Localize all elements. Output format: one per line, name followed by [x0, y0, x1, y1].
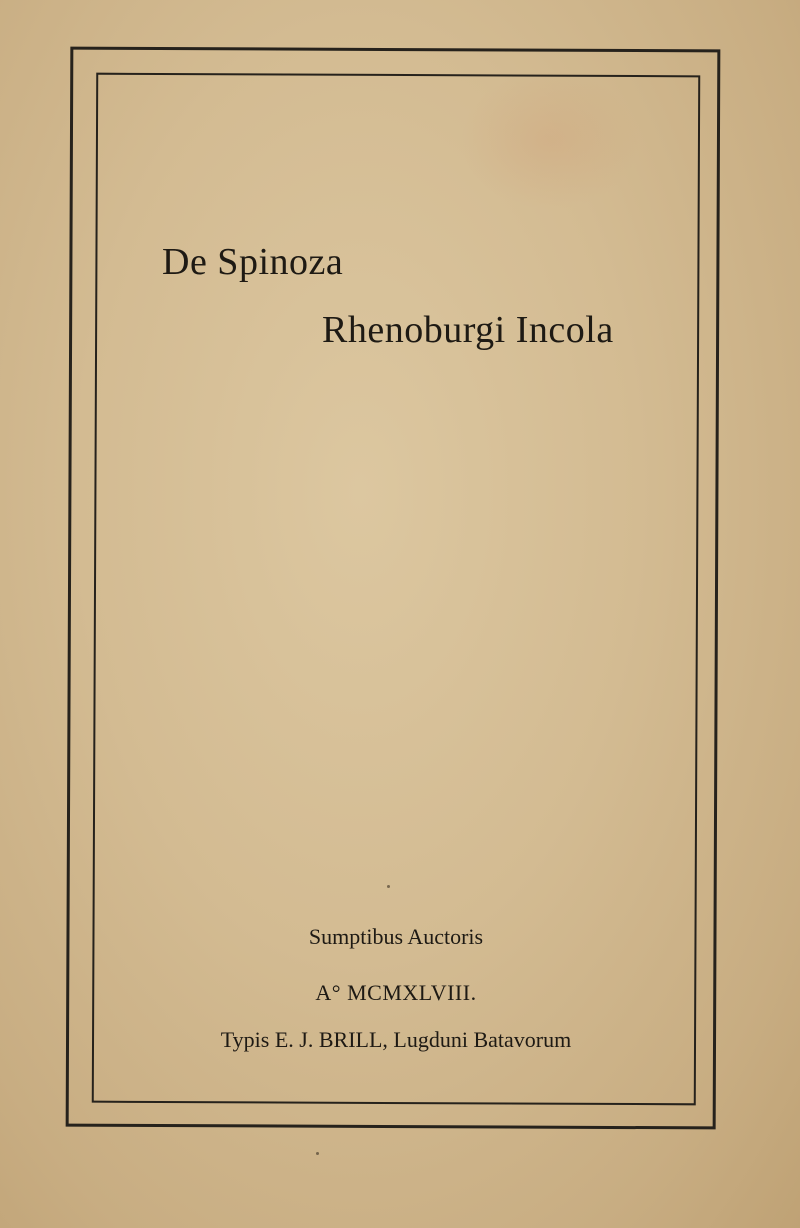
imprint-publisher-line: Sumptibus Auctoris — [308, 924, 484, 949]
inner-border-frame — [92, 73, 700, 1106]
title-line-1: De Spinoza — [162, 241, 344, 283]
paper-speck — [387, 885, 390, 888]
imprint-printer-line: Typis E. J. BRILL, Lugduni Batavorum — [220, 1027, 572, 1052]
imprint-year-line: A° MCMXLVIII. — [315, 980, 477, 1005]
title-line-2: Rhenoburgi Incola — [322, 309, 614, 351]
paper-speck — [316, 1152, 319, 1155]
